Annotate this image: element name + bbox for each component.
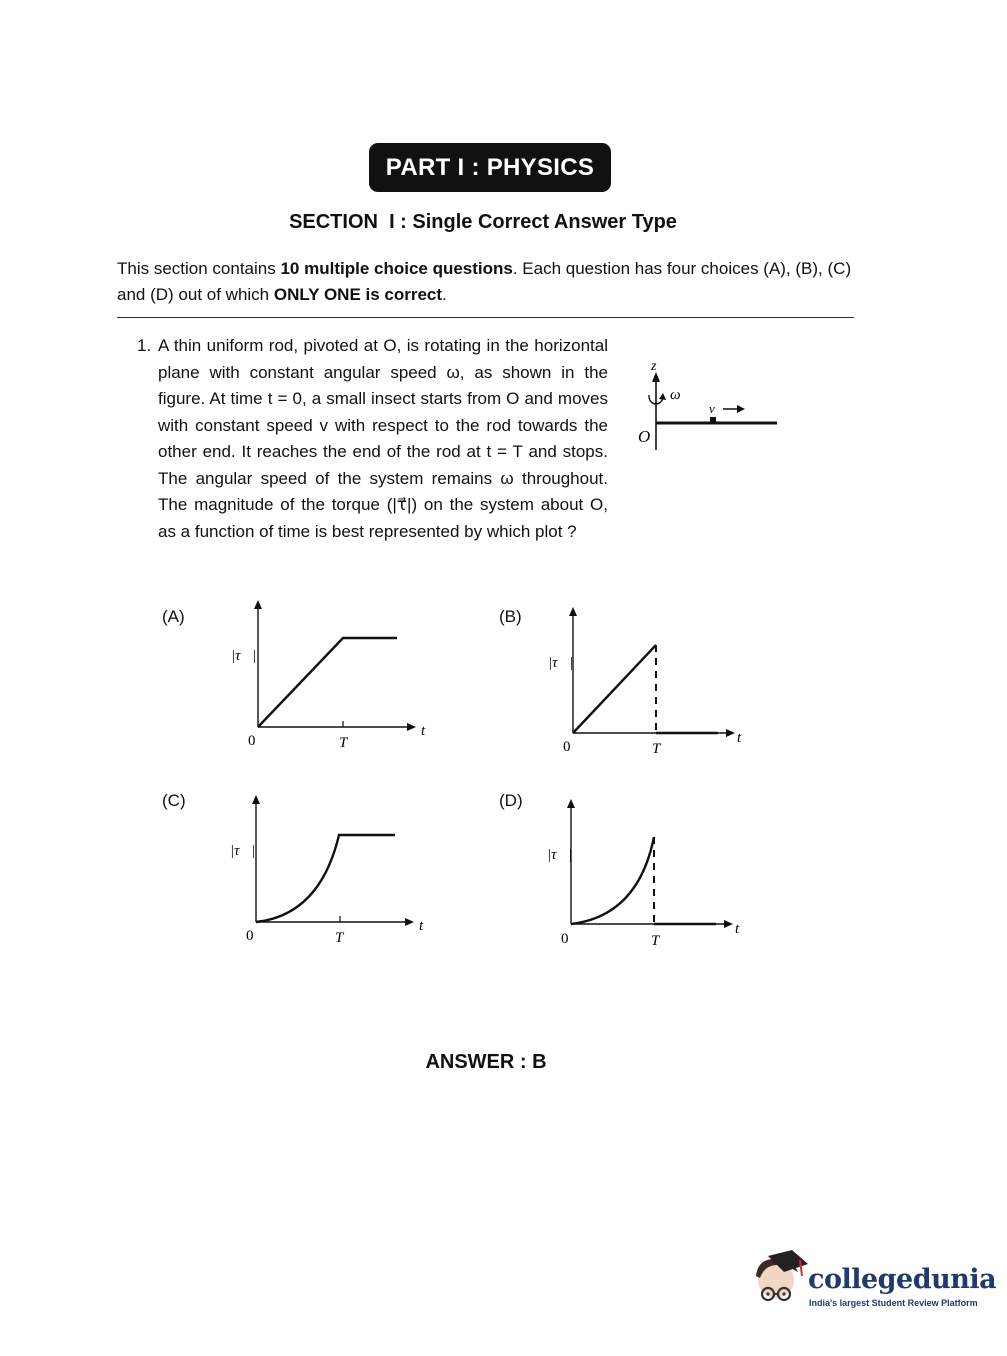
omega-label: ω (670, 387, 681, 403)
option-b-plot (540, 600, 755, 760)
torque-curve (256, 835, 395, 922)
option-d-plot (538, 792, 753, 952)
origin-tick-label: 0 (563, 739, 571, 755)
option-a-plot (225, 595, 440, 755)
x-axis-arrowhead (407, 723, 416, 731)
option-a-label: (A) (162, 607, 185, 626)
y-axis-label: |τ⃗| (547, 847, 573, 863)
intro-text-1: This section contains (117, 259, 281, 278)
y-axis-arrowhead (569, 607, 577, 616)
t-tick-label: T (335, 930, 344, 946)
rotation-arrowhead (659, 393, 666, 400)
x-axis-label: t (737, 730, 742, 746)
intro-bold-2: ONLY ONE is correct (273, 285, 443, 304)
y-axis-arrowhead (254, 600, 262, 609)
x-axis-label: t (735, 921, 740, 937)
section-title: SECTION I : Single Correct Answer Type (289, 211, 677, 233)
velocity-arrowhead (737, 405, 745, 413)
part-title: PART I : PHYSICS (369, 143, 611, 192)
x-axis-arrowhead (405, 918, 414, 926)
rod-figure (625, 355, 785, 455)
y-axis-arrowhead (252, 795, 260, 804)
answer: ANSWER : B (425, 1051, 547, 1073)
origin-tick-label: 0 (561, 931, 569, 947)
torque-curve (573, 645, 656, 733)
velocity-label: v (709, 401, 715, 416)
z-axis-label: z (651, 359, 657, 374)
y-axis-label: |τ⃗| (231, 648, 257, 664)
intro-text-3: . (442, 285, 447, 304)
y-axis-label: |τ⃗| (548, 655, 574, 671)
torque-curve (571, 837, 654, 924)
y-axis-label: |τ⃗| (230, 843, 256, 859)
brand-tagline: India's largest Student Review Platform (809, 1298, 978, 1308)
t-tick-label: T (652, 741, 661, 757)
question-number: 1. (137, 336, 152, 355)
origin-label: O (638, 427, 651, 446)
section-instructions (117, 256, 877, 308)
option-c-label: (C) (162, 791, 186, 810)
torque-curve (258, 638, 397, 727)
question-text: A thin uniform rod, pivoted at O, is rotating in the horizontal plane with constant angular speed ω, as shown in the figure. At time t = 0, a small insect starts from O and moves with constant speed v with respect to the rod towards the other end. It reaches the end of the rod at t = T and stops. The angular speed of the system remains ω throughout. The magnitude of the torque (|τ⃗|) on the system about O, as a function of time is best represented by which plot ? (158, 336, 608, 541)
x-axis-arrowhead (726, 729, 735, 737)
x-axis-label: t (419, 918, 424, 934)
t-tick-label: T (651, 933, 660, 949)
collegedunia-logo-icon (748, 1250, 810, 1312)
t-tick-label: T (339, 735, 348, 751)
origin-tick-label: 0 (248, 733, 256, 749)
x-axis-label: t (421, 723, 426, 739)
option-b-label: (B) (499, 607, 522, 626)
y-axis-arrowhead (567, 799, 575, 808)
option-d-label: (D) (499, 791, 523, 810)
option-c-plot (225, 790, 440, 950)
origin-tick-label: 0 (246, 928, 254, 944)
divider (117, 317, 854, 318)
x-axis-arrowhead (724, 920, 733, 928)
intro-text-2: . Each question has four choices (A), (B), (C) and (D) out of which (117, 259, 852, 304)
insect (710, 417, 716, 422)
intro-bold-1: 10 multiple choice questions (280, 259, 513, 278)
brand-name: collegedunia (808, 1264, 997, 1295)
